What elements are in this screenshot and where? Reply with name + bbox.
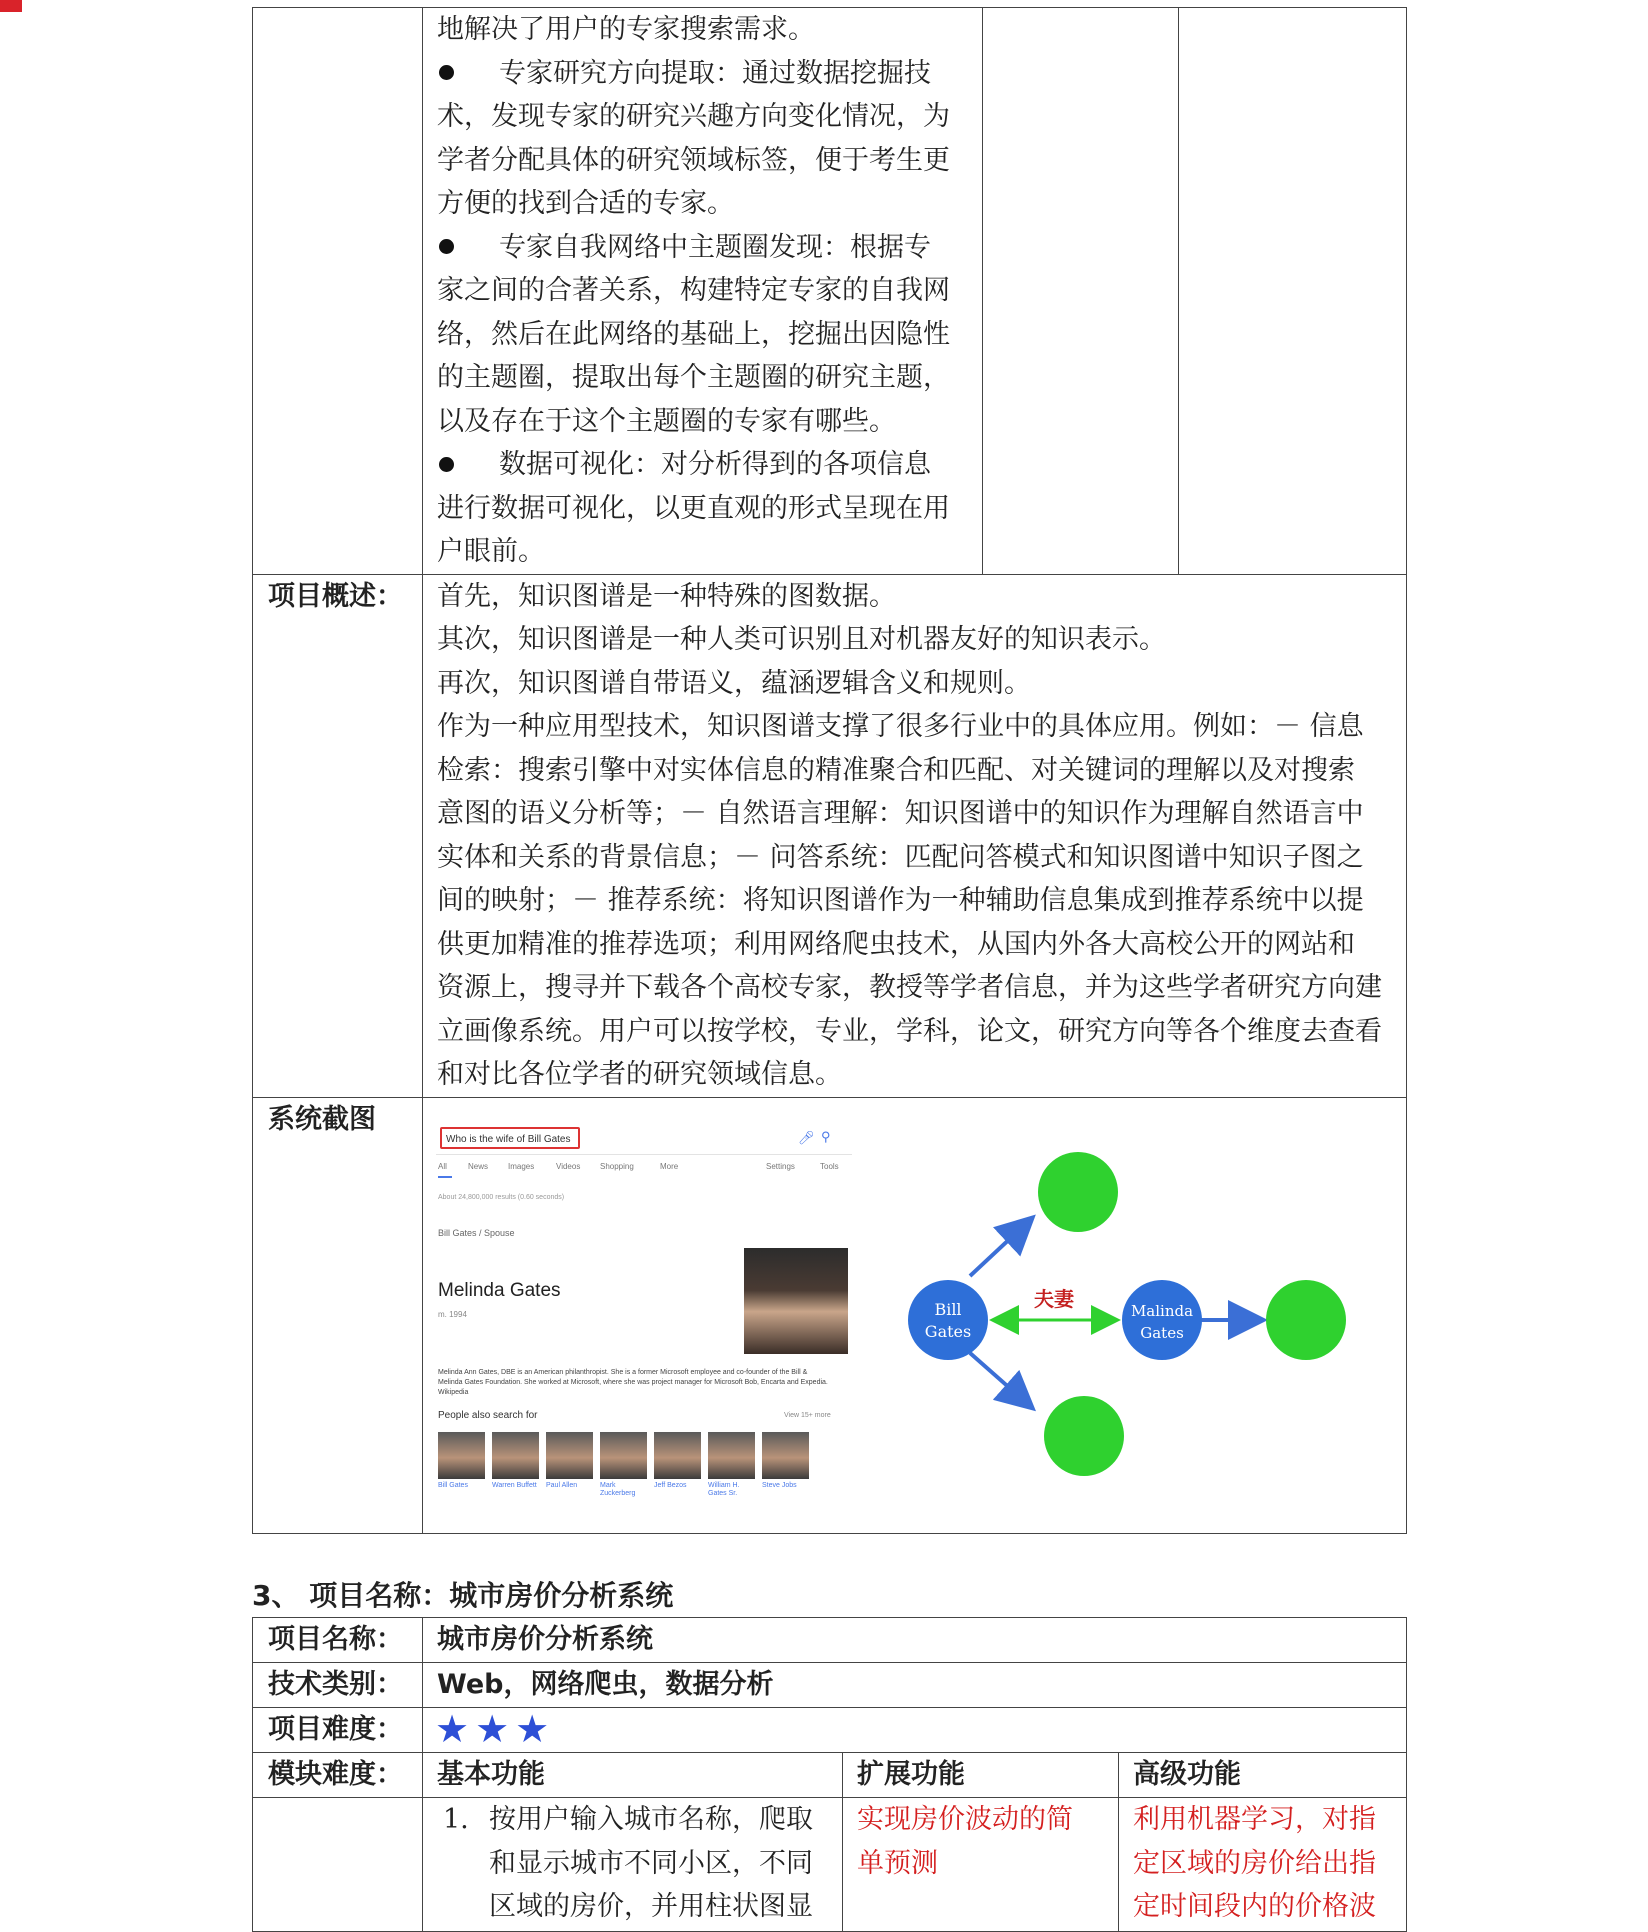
- bullet-line: 以及存在于这个主题圈的专家有哪些。: [437, 405, 896, 437]
- leaf-node: [1044, 1396, 1124, 1476]
- overview-line: 资源上，搜寻并下载各个高校专家，教授等学者信息，并为这些学者研究方向建: [437, 972, 1382, 1003]
- tab-all: All: [438, 1162, 447, 1171]
- knowledge-graph: [870, 1108, 1350, 1528]
- label-cell-empty: [253, 8, 423, 575]
- breadcrumb: Bill Gates / Spouse: [438, 1228, 515, 1238]
- basic-line: 按用户输入城市名称，爬取: [489, 1804, 813, 1835]
- bullet-line: 方便的找到合适的专家。: [437, 188, 734, 219]
- corner-mark: [0, 0, 22, 12]
- overview-line: 和对比各位学者的研究领域信息。: [437, 1059, 842, 1090]
- header-basic: 基本功能: [423, 1753, 843, 1798]
- tab-tools: Tools: [820, 1162, 839, 1171]
- results-count: About 24,800,000 results (0.60 seconds): [438, 1194, 565, 1201]
- basic-line: 区域的房价，并用柱状图显: [489, 1891, 813, 1922]
- value-tech-category: Web，网络爬虫，数据分析: [423, 1663, 1407, 1708]
- bullet-icon: [439, 457, 454, 472]
- label-project-name: 项目名称：: [253, 1618, 423, 1663]
- overview-label: 项目概述：: [253, 574, 423, 1097]
- label-tech-category: 技术类别：: [253, 1663, 423, 1708]
- people-also-search-title: People also search for: [438, 1410, 538, 1421]
- person-name: William H. Gates Sr.: [708, 1482, 740, 1497]
- label-module-difficulty: 模块难度：: [253, 1753, 423, 1798]
- overview-line: 实体和关系的背景信息；－ 问答系统：匹配问答模式和知识图谱中知识子图之: [437, 841, 1364, 873]
- header-adv: 高级功能: [1119, 1753, 1407, 1798]
- bullet-icon: [439, 239, 454, 254]
- overview-line: 首先，知识图谱是一种特殊的图数据。: [437, 580, 896, 612]
- person-name: Jeff Bezos: [654, 1482, 687, 1489]
- person-name: Warren Buffett: [492, 1482, 537, 1489]
- basic-function-cell: [423, 1798, 843, 1932]
- overview-line: 再次，知识图谱自带语义，蕴涵逻辑含义和规则。: [437, 667, 1031, 699]
- overview-line: 立画像系统。用户可以按学校，专业，学科，论文，研究方向等各个维度去查看: [437, 1015, 1382, 1047]
- person-photo: [546, 1432, 593, 1479]
- person-name: Paul Allen: [546, 1482, 578, 1489]
- adv-function-cell: [1119, 1798, 1407, 1932]
- item-number: 1.: [443, 1804, 469, 1835]
- bullet-item: 数据可视化：对分析得到的各项信息: [437, 443, 978, 487]
- bullet-item: 专家自我网络中主题圈发现：根据专: [437, 226, 978, 270]
- relation-label: 夫妻: [1034, 1287, 1074, 1311]
- bullet-line: 家之间的合著关系，构建特定专家的自我网: [437, 275, 950, 306]
- basic-line: 和显示城市不同小区，不同: [489, 1847, 813, 1879]
- edge: [970, 1353, 1030, 1406]
- overview-cell: [423, 574, 1407, 1097]
- ext-function-cell: [843, 1798, 1119, 1932]
- ext-line: 实现房价波动的简: [857, 1804, 1073, 1835]
- tab-more: More: [660, 1162, 679, 1171]
- melinda-label-2: Gates: [1140, 1324, 1184, 1342]
- person-photo: [600, 1432, 647, 1479]
- search-icon: ⚲: [821, 1129, 831, 1144]
- bullet-line: 术，发现专家的研究兴趣方向变化情况，为: [437, 101, 950, 132]
- overview-line: 检索：搜索引擎中对实体信息的精准聚合和匹配、对关键词的理解以及对搜索: [437, 754, 1355, 786]
- leaf-node: [1266, 1280, 1346, 1360]
- entity-name: Melinda Gates: [438, 1280, 561, 1301]
- ext-function-cell: [983, 8, 1179, 575]
- basic-function-cell: [423, 8, 983, 575]
- mic-icon: 🎤︎: [798, 1130, 815, 1145]
- adv-line: 定区域的房价给出指: [1133, 1847, 1376, 1879]
- value-project-name: 城市房价分析系统: [423, 1618, 1407, 1663]
- label-cell-empty: [253, 1798, 423, 1932]
- adv-function-cell: [1179, 8, 1407, 575]
- section-title: 3、 项目名称：城市房价分析系统: [252, 1579, 674, 1612]
- bullet-line: 学者分配具体的研究领域标签，便于考生更: [437, 144, 950, 176]
- person-name: Mark Zuckerberg: [600, 1482, 636, 1497]
- entity-married: m. 1994: [438, 1310, 467, 1319]
- label-difficulty: 项目难度：: [253, 1708, 423, 1753]
- bill-gates-node: [908, 1280, 988, 1360]
- header-ext: 扩展功能: [843, 1753, 1119, 1798]
- overview-line: 间的映射；－ 推荐系统：将知识图谱作为一种辅助信息集成到推荐系统中以提: [437, 885, 1364, 916]
- ext-line: 单预测: [857, 1847, 938, 1879]
- bill-label-2: Gates: [924, 1322, 972, 1341]
- bullet-line: 的主题圈，提取出每个主题圈的研究主题，: [437, 362, 950, 393]
- overview-line: 意图的语义分析等；－ 自然语言理解：知识图谱中的知识作为理解自然语言中: [437, 798, 1364, 829]
- tab-images: Images: [508, 1162, 535, 1171]
- star-icon: ★★★: [435, 1707, 556, 1751]
- person-photo: [708, 1432, 755, 1479]
- person-photo: [438, 1432, 485, 1479]
- bullet-line: 户眼前。: [437, 536, 545, 567]
- person-photo: [654, 1432, 701, 1479]
- bullet-line: 络，然后在此网络的基础上，挖掘出因隐性: [437, 318, 950, 350]
- tab-videos: Videos: [556, 1162, 581, 1171]
- leaf-node: [1038, 1152, 1118, 1232]
- melinda-label-1: Malinda: [1130, 1302, 1194, 1320]
- person-name: Bill Gates: [438, 1482, 468, 1489]
- bullet-line: 进行数据可视化，以更直观的形式呈现在用: [437, 492, 950, 524]
- search-query: Who is the wife of Bill Gates: [440, 1127, 580, 1149]
- melinda-gates-node: [1122, 1280, 1202, 1360]
- overview-line: 供更加精准的推荐选项；利用网络爬虫技术，从国内外各大高校公开的网站和: [437, 928, 1355, 960]
- tab-news: News: [468, 1162, 489, 1171]
- person-name: Steve Jobs: [762, 1482, 797, 1489]
- tab-settings: Settings: [766, 1162, 795, 1171]
- portrait-image: [744, 1248, 848, 1354]
- search-screenshot: [432, 1110, 852, 1510]
- adv-line: 利用机器学习，对指: [1133, 1804, 1376, 1835]
- overview-line: 作为一种应用型技术，知识图谱支撑了很多行业中的具体应用。例如：－ 信息: [437, 711, 1364, 742]
- screenshot-label: 系统截图: [253, 1097, 423, 1533]
- search-bar: [436, 1118, 852, 1155]
- continued-line: 地解决了用户的专家搜索需求。: [437, 14, 815, 45]
- bill-label-1: Bill: [934, 1300, 962, 1319]
- overview-line: 其次，知识图谱是一种人类可识别且对机器友好的知识表示。: [437, 624, 1166, 655]
- tab-shopping: Shopping: [600, 1162, 634, 1171]
- adv-line: 定时间段内的价格波: [1133, 1891, 1376, 1922]
- difficulty-stars: [423, 1708, 1407, 1753]
- person-photo: [492, 1432, 539, 1479]
- active-tab-underline: [438, 1176, 452, 1178]
- view-more-link: View 15+ more: [784, 1412, 831, 1419]
- bullet-icon: [439, 65, 454, 80]
- person-photo: [762, 1432, 809, 1479]
- project3-table: [252, 1617, 1407, 1932]
- entity-description: Melinda Ann Gates, DBE is an American philanthropist. She is a former Microsoft employee and co-founder of the Bill & Melinda Gates Foundation. She worked at Microsoft, where she was project manager for Microsoft Bob, Encarta and Expedia. Wikipedia: [438, 1369, 828, 1396]
- bullet-item: 专家研究方向提取：通过数据挖掘技: [437, 52, 978, 96]
- edge: [970, 1220, 1030, 1276]
